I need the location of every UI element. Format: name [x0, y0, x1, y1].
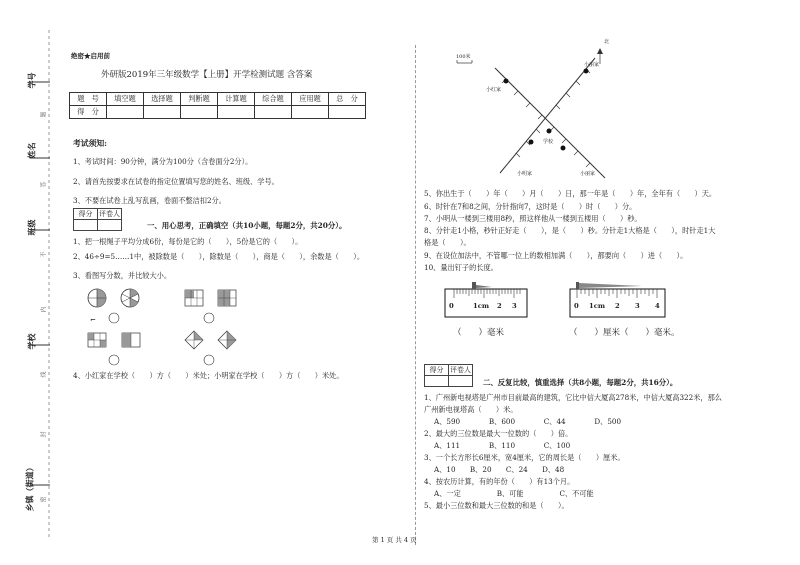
map-north-label: 北 — [604, 39, 610, 45]
seal-note: 封 — [40, 431, 48, 438]
grader-box — [73, 208, 122, 231]
ruler2-num: 0 — [574, 302, 579, 310]
label-class: 班级 — [27, 219, 37, 236]
section1-title: 一、用心思考，正确填空（共10小题，每题2分，共20分）。 — [147, 221, 347, 230]
question-8: 8、分针走1小格，秒针正好走（ ），是（ ）秒。分针走1大格是（ ），时针走1大 — [424, 226, 716, 235]
fraction-figures — [85, 288, 250, 368]
ruler2-answer: （ ）厘米（ ）毫米。 — [569, 328, 680, 338]
score-cell[interactable] — [329, 106, 366, 119]
question-3: 3、看图写分数，并比较大小。 — [73, 271, 172, 280]
s2-options: A、111 B、110 C、100 — [434, 441, 571, 450]
map-point — [584, 69, 589, 74]
seal-note: 内 — [40, 306, 48, 313]
score-cell[interactable] — [144, 106, 181, 119]
confidential-stamp: 绝密★启用前 — [71, 52, 110, 60]
question-4: 4、小红家在学校（ ）方（ ）米处；小明家在学校（ ）方（ ）米处。 — [73, 371, 344, 380]
grader-score-cell[interactable] — [74, 220, 98, 231]
score-header: 填空题 — [107, 93, 144, 106]
s2-options: A、590 B、600 C、44 D、500 — [434, 417, 622, 426]
score-cell[interactable] — [218, 106, 255, 119]
score-header: 综合题 — [255, 93, 292, 106]
s2-options: A、10 B、20 C、24 D、48 — [434, 465, 565, 474]
compare-circle — [109, 313, 119, 323]
s2-line: 4、按农历计算，有的年份（ ）有13个月。 — [424, 477, 575, 486]
scale-bar — [457, 60, 472, 63]
label-township: 乡镇（街道） — [25, 463, 35, 512]
seal-note: 答 — [40, 181, 48, 188]
map-label: 小丽家 — [580, 171, 596, 177]
compare-circle — [109, 355, 119, 365]
grid-figure-b — [218, 290, 236, 306]
ruler1-num: 1cm — [473, 302, 490, 310]
binding-strip — [0, 0, 60, 565]
ruler1-answer: （ ）毫米 — [453, 328, 505, 338]
s2-line: 1、广州新电视塔是广州市目前最高的建筑，它比中信大厦高278米，中信大厦高322米，那么 — [424, 393, 722, 402]
ruler2-num: 3 — [635, 302, 640, 310]
grader-reviewer-label: 评卷人 — [99, 210, 120, 218]
score-header: 计算题 — [218, 93, 255, 106]
grader-reviewer-cell[interactable] — [449, 376, 473, 387]
score-cell[interactable] — [107, 106, 144, 119]
score-row-label: 得 分 — [70, 106, 107, 119]
seal-note: 不 — [40, 251, 48, 258]
map-point — [561, 146, 566, 151]
s2-line: 广州新电视塔高（ ）米。 — [424, 405, 518, 414]
notice-item: 3、不要在试卷上乱写乱画，卷面不整洁扣2分。 — [73, 196, 226, 205]
s2-line: 5、最小三位数和最大三位数的和是（ ）。 — [424, 501, 569, 510]
score-cell[interactable] — [255, 106, 292, 119]
ruler1-num: 0 — [449, 302, 454, 310]
s2-line: 2、最大的三位数是最大一位数的（ ）倍。 — [424, 429, 573, 438]
question-10: 10、量出钉子的长度。 — [424, 263, 498, 272]
seal-note: 题 — [40, 111, 48, 118]
map-scale-label: 100米 — [456, 54, 471, 60]
grid-figure-c — [88, 333, 106, 347]
grader-score-label: 得分 — [74, 209, 98, 220]
grader-reviewer-label: 评卷人 — [450, 366, 471, 374]
question-7: 7、小明从一楼到三楼用8秒，照这样他从一楼到五楼用（ ）秒。 — [424, 214, 642, 223]
section2-title: 二、反复比较，慎重选择（共8小题，每题2分，共16分）。 — [483, 378, 678, 387]
diamond-figure-b — [218, 331, 236, 349]
seal-note: 密 — [40, 496, 48, 503]
direction-map — [450, 48, 620, 183]
column-divider — [415, 45, 416, 545]
score-cell[interactable] — [292, 106, 329, 119]
notice-item: 2、请首先按要求在试卷的指定位置填写您的姓名、班级、学号。 — [73, 177, 279, 186]
circle-figure-a — [88, 289, 106, 307]
ruler-2 — [570, 282, 665, 317]
compare-circle — [204, 355, 214, 365]
seal-note: 线 — [40, 371, 48, 378]
page-footer: 第 1 页 共 4 页 — [372, 536, 417, 544]
score-cell[interactable] — [181, 106, 218, 119]
ruler2-num: 2 — [615, 302, 620, 310]
circle-figure-b — [121, 289, 139, 307]
ruler1-num: 2 — [497, 302, 502, 310]
question-2: 2、46÷9=5……1中，被除数是（ ），除数是（ ），商是（ ），余数是（ ）。 — [73, 252, 365, 261]
label-student-id: 学号 — [27, 72, 37, 89]
grader-score-label: 得分 — [425, 365, 449, 376]
page-title: 外研版2019年三年级数学【上册】开学检测试题 含答案 — [101, 70, 313, 80]
grader-box-2 — [424, 364, 473, 387]
score-header: 判断题 — [181, 93, 218, 106]
map-label: 小红家 — [486, 87, 502, 93]
question-9: 9、在设位加法中，不管哪一位上的数相加满（ ），都要向（ ）进（ ）。 — [424, 251, 688, 260]
blank-bracket: ⌐ — [90, 316, 96, 324]
score-table — [69, 92, 366, 119]
map-point — [529, 140, 534, 145]
grader-reviewer-cell[interactable] — [98, 220, 122, 231]
map-label: 学校 — [543, 139, 554, 145]
ruler-1 — [445, 282, 527, 317]
ruler2-num: 1cm — [589, 302, 606, 310]
diamond-figure-a — [185, 331, 203, 349]
map-label: 小明家 — [517, 171, 533, 177]
road-ne — [495, 68, 605, 178]
compare-circle — [204, 313, 214, 323]
ruler2-num: 4 — [655, 302, 660, 310]
score-table-score-row — [70, 106, 366, 119]
rect-figure-d — [122, 333, 140, 347]
label-school: 学校 — [27, 333, 37, 350]
question-6: 6、时针在7和8之间，分针指向7，这时是（ ）时（ ）分。 — [424, 202, 637, 211]
score-header: 题 号 — [70, 93, 107, 106]
question-5: 5、你出生于（ ）年（ ）月（ ）日，那一年是（ ）年，全年有（ ）天。 — [424, 189, 717, 198]
s2-options: A、一定 B、可能 C、不可能 — [434, 489, 594, 498]
score-table-header-row — [70, 93, 366, 106]
grid-figure-a — [185, 290, 203, 306]
grader-score-cell[interactable] — [425, 376, 449, 387]
question-8-cont: 格是（ ）。 — [424, 238, 471, 247]
nail-2 — [576, 282, 642, 289]
road-nw — [500, 58, 595, 173]
nail-1 — [472, 282, 492, 289]
map-label: 小丽家 — [584, 62, 600, 68]
notice-item: 1、考试时间：90分钟，满分为100分（含卷面分2分）。 — [73, 157, 253, 166]
label-name: 姓名 — [27, 142, 37, 159]
score-header: 总 分 — [329, 93, 366, 106]
map-point — [504, 79, 509, 84]
ruler1-num: 3 — [512, 302, 517, 310]
notice-title: 考试须知: — [73, 139, 108, 148]
score-header: 选择题 — [144, 93, 181, 106]
map-point — [547, 129, 552, 134]
s2-line: 3、一个长方形长6厘米，宽4厘米，它的周长是（ ）厘米。 — [424, 453, 625, 462]
rulers — [442, 276, 692, 321]
question-1: 1、把一根绳子平均分成6份，每份是它的（ ），5份是它的（ ）。 — [73, 237, 303, 246]
score-header: 应用题 — [292, 93, 329, 106]
